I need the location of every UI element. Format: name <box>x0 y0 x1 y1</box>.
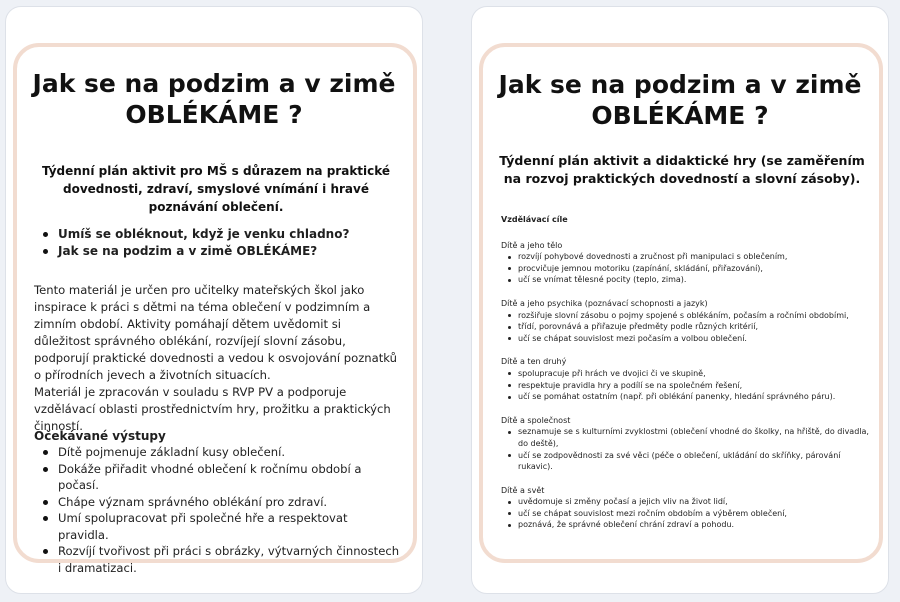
educational-goals <box>501 214 871 543</box>
intro-paragraph: Tento materiál je určen pro učitelky mateřských škol jako inspirace k práci s dětmi na téma oblečení v podzimním a zimním období. Aktivity pomáhají dětem uvědomit si důležitost správného oblékání, rozvíjejí slovní zásobu, podporují praktické dovednosti a vedou k osvojování poznatků o přírodních jevech a životních situacích. <box>34 283 397 382</box>
title-line-2: OBLÉKÁME ? <box>591 101 769 130</box>
outcome-item: Dítě pojmenuje základní kusy oblečení. <box>40 444 400 461</box>
outcome-item: Umí spolupracovat při společné hře a respektovat pravidla. <box>40 510 400 543</box>
expected-outcomes-list <box>40 444 400 576</box>
title-line-2: OBLÉKÁME ? <box>125 100 303 129</box>
page-2 <box>471 6 889 594</box>
goals-heading: Vzdělávací cíle <box>501 215 568 224</box>
title-line-1: Jak se na podzim a v zimě <box>498 70 862 99</box>
question-item: Jak se na podzim a v zimě OBLÉKÁME? <box>40 243 400 260</box>
goal-item: seznamuje se s kulturními zvyklostmi (oblečení vhodné do školky, na hřiště, do divadla, do deště), <box>501 426 871 449</box>
goal-section-heading: Dítě a jeho psychika (poznávací schopnosti a jazyk) <box>501 298 708 308</box>
page-subtitle: Týdenní plán aktivit pro MŠ s důrazem na praktické dovednosti, zdraví, smyslové vnímání i hravé poznávání oblečení. <box>41 164 391 214</box>
outcome-item: Chápe význam správného oblékání pro zdraví. <box>40 494 400 511</box>
goal-item: rozvíjí pohybové dovednosti a zručnost při manipulaci s oblečením, <box>501 251 871 263</box>
goal-item: učí se chápat souvislost mezi počasím a volbou oblečení. <box>501 333 871 345</box>
goal-item: procvičuje jemnou motoriku (zapínání, skládání, přiřazování), <box>501 263 871 275</box>
goal-list <box>501 426 871 472</box>
goal-item: rozšiřuje slovní zásobu o pojmy spojené s oblékáním, počasím a ročními obdobími, <box>501 310 871 322</box>
goal-list <box>501 496 871 531</box>
goal-section <box>501 485 871 531</box>
outcome-item: Dokáže přiřadit vhodné oblečení k ročnímu období a počasí. <box>40 461 400 494</box>
title-line-1: Jak se na podzim a v zimě <box>32 69 396 98</box>
goal-list <box>501 368 871 403</box>
question-list <box>40 226 400 260</box>
goal-item: učí se pomáhat ostatním (např. při oblékání panenky, hledání správného páru). <box>501 391 871 403</box>
page-title <box>472 69 888 131</box>
intro-text <box>34 282 398 435</box>
goal-item: učí se chápat souvislost mezi ročním obdobím a výběrem oblečení, <box>501 508 871 520</box>
goal-item: respektuje pravidla hry a podílí se na společném řešení, <box>501 380 871 392</box>
goal-item: poznává, že správné oblečení chrání zdraví a pohodu. <box>501 519 871 531</box>
goal-item: učí se zodpovědnosti za své věci (péče o oblečení, ukládání do skříňky, párování rukavic). <box>501 450 871 473</box>
goal-section <box>501 298 871 344</box>
goal-section-heading: Dítě a ten druhý <box>501 357 567 367</box>
goal-section <box>501 356 871 402</box>
expected-outcomes-heading: Očekávané výstupy <box>34 429 166 443</box>
goal-item: uvědomuje si změny počasí a jejich vliv na život lidí, <box>501 496 871 508</box>
goal-item: spolupracuje při hrách ve dvojici či ve skupině, <box>501 368 871 380</box>
goal-list <box>501 251 871 286</box>
outcome-item: Rozvíjí tvořivost při práci s obrázky, výtvarných činnostech i dramatizaci. <box>40 543 400 576</box>
question-item: Umíš se obléknout, když je venku chladno? <box>40 226 400 243</box>
goal-list <box>501 310 871 345</box>
goal-item: třídí, porovnává a přiřazuje předměty podle různých kritérií, <box>501 321 871 333</box>
goal-section-heading: Dítě a svět <box>501 485 545 495</box>
page-title <box>6 68 422 130</box>
goal-section-heading: Dítě a společnost <box>501 415 571 425</box>
goal-section-heading: Dítě a jeho tělo <box>501 240 563 250</box>
goal-section <box>501 240 871 286</box>
page-subtitle: Týdenní plán aktivit a didaktické hry (se zaměřením na rozvoj praktických dovedností a slovní zásoby). <box>499 153 865 186</box>
intro-paragraph: Materiál je zpracován v souladu s RVP PV a podporuje vzdělávací oblasti prostřednictvím hry, prožitku a praktických činností. <box>34 385 391 433</box>
goal-item: učí se vnímat tělesné pocity (teplo, zima). <box>501 274 871 286</box>
goal-section <box>501 415 871 473</box>
page-1 <box>5 6 423 594</box>
